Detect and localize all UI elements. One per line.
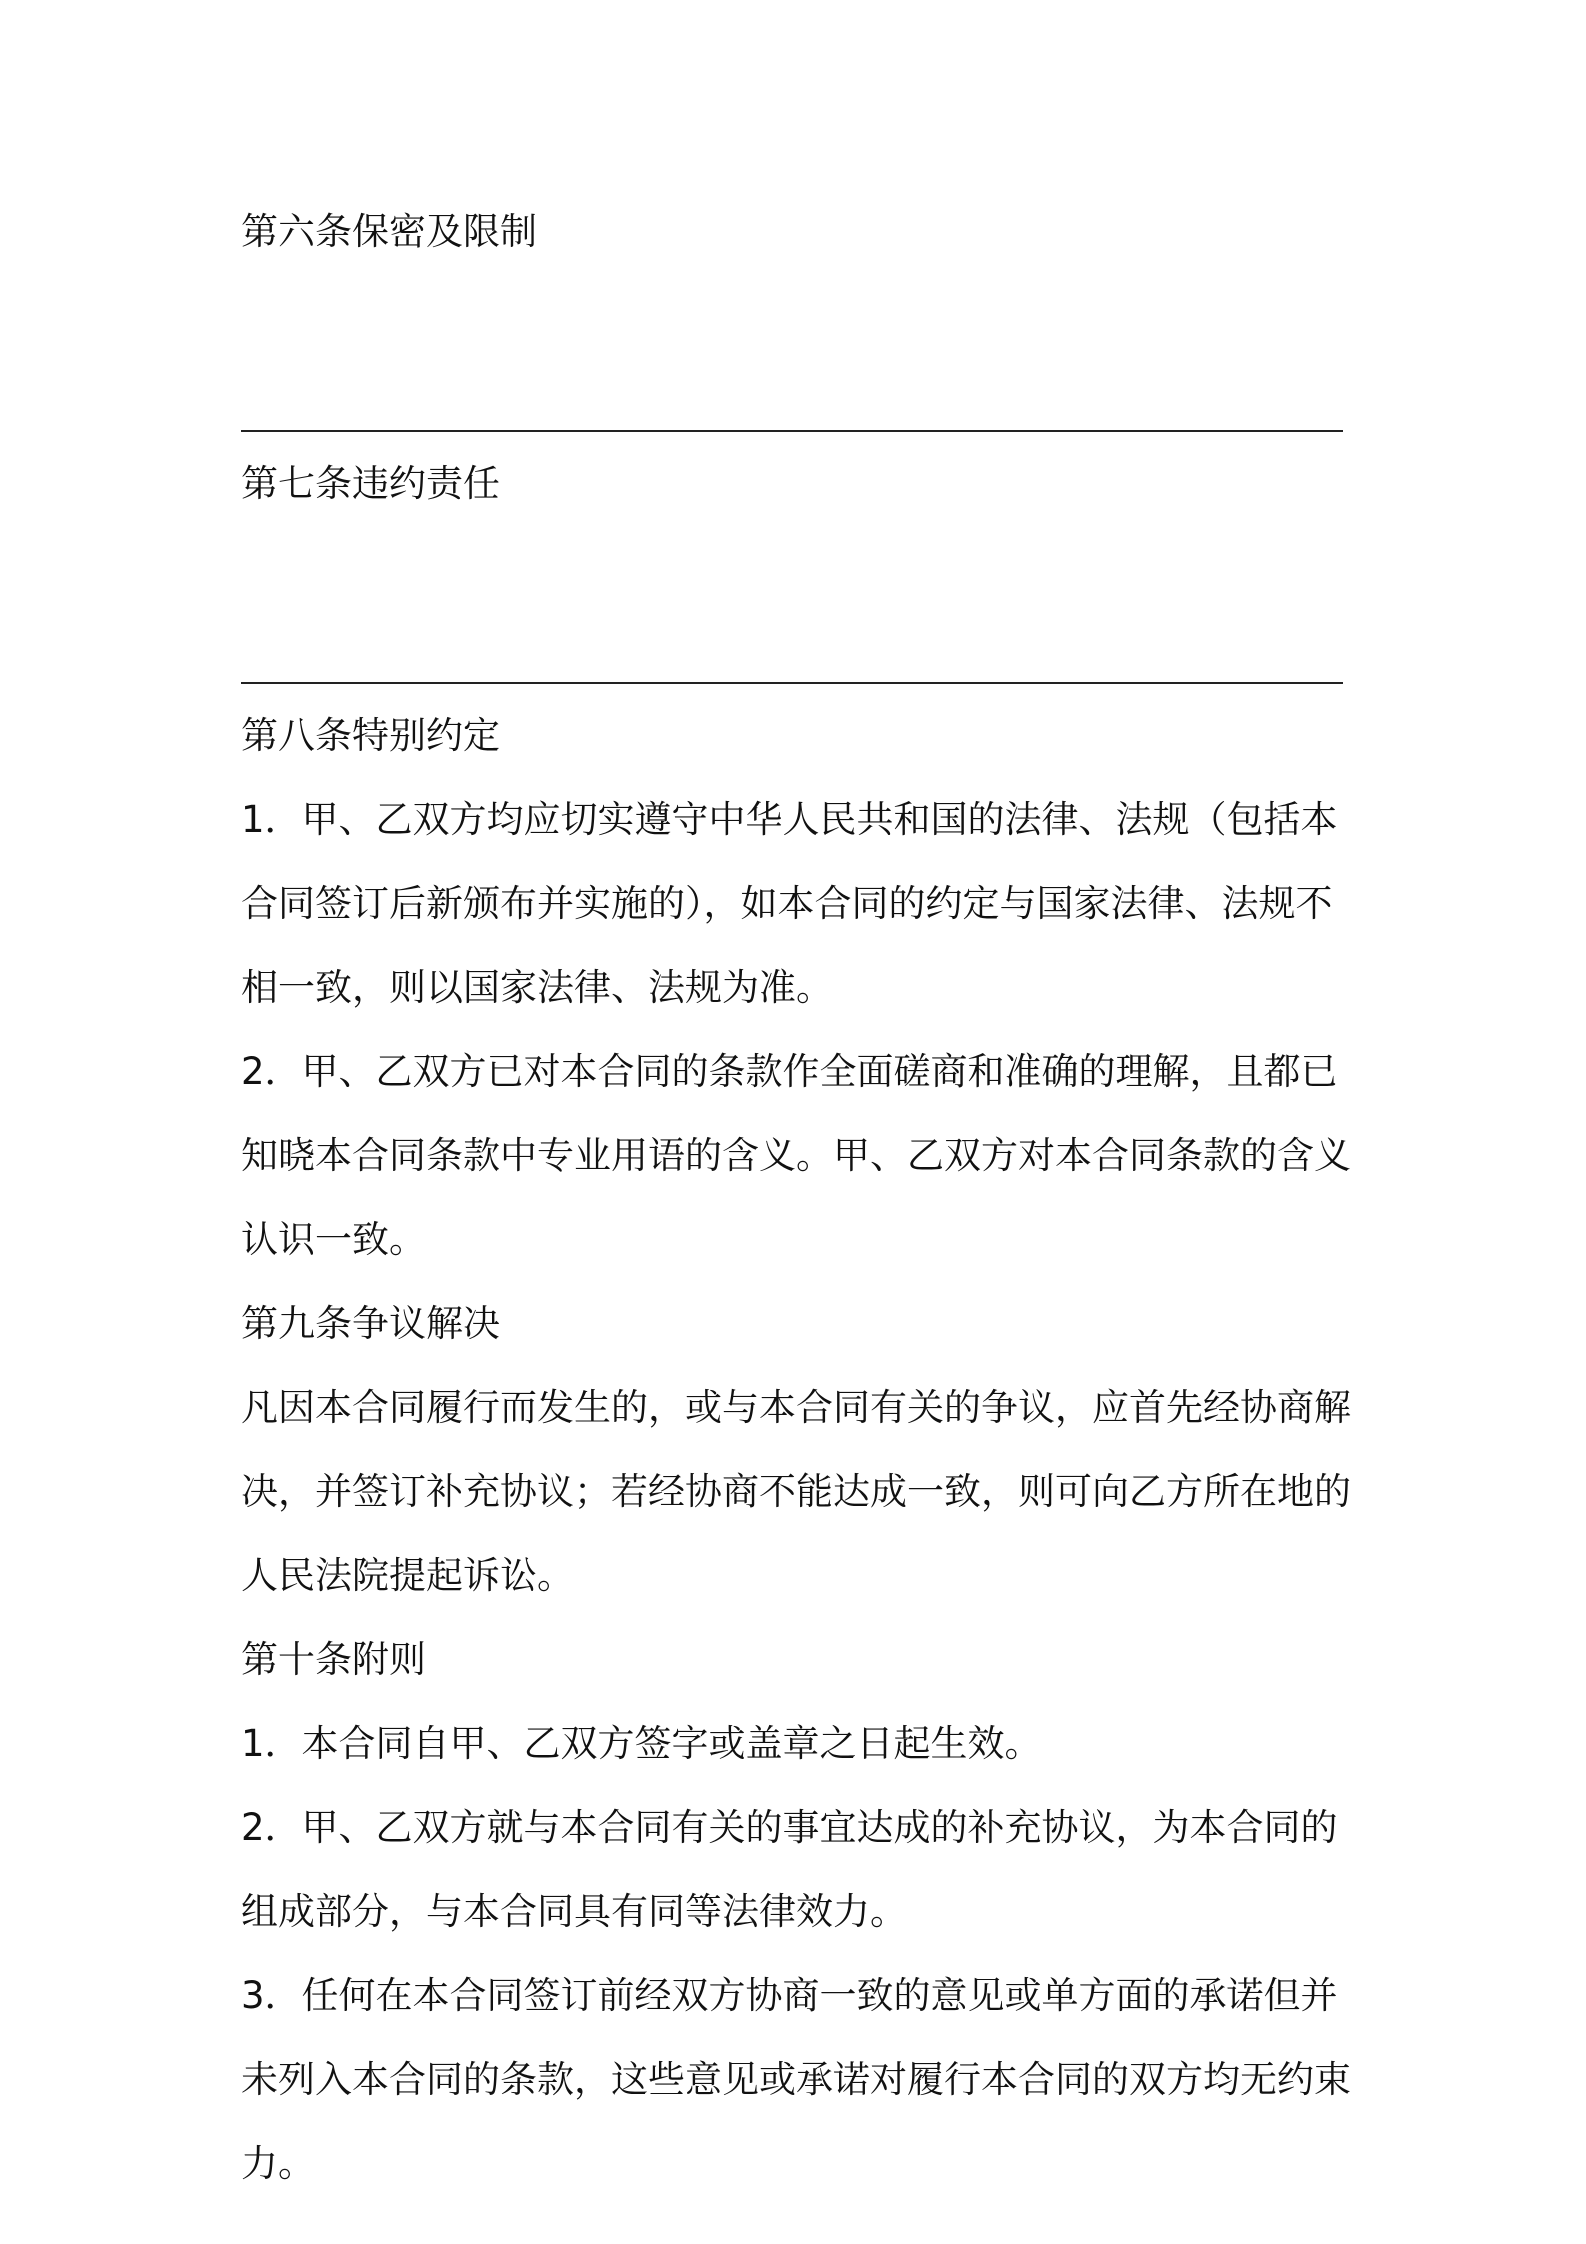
article-7-heading: 第七条违约责任	[241, 462, 500, 505]
article-9-heading: 第九条争议解决	[241, 1302, 500, 1345]
article-6-heading: 第六条保密及限制	[241, 210, 537, 253]
article-10-heading: 第十条附则	[241, 1638, 426, 1681]
paragraph-line: 1．甲、乙双方均应切实遵守中华人民共和国的法律、法规（包括本	[241, 798, 1338, 841]
paragraph-line: 合同签订后新颁布并实施的），如本合同的约定与国家法律、法规不	[241, 882, 1333, 925]
paragraph-line: 知晓本合同条款中专业用语的含义。甲、乙双方对本合同条款的含义	[241, 1134, 1351, 1177]
spacer	[241, 274, 1355, 358]
article-7-blank-line	[241, 610, 1355, 694]
paragraph-line: 未列入本合同的条款，这些意见或承诺对履行本合同的双方均无约束	[241, 2058, 1351, 2101]
underline-rule	[241, 682, 1343, 684]
paragraph-line: 凡因本合同履行而发生的，或与本合同有关的争议，应首先经协商解	[241, 1386, 1351, 1429]
spacer	[241, 526, 1355, 610]
paragraph-line: 1．本合同自甲、乙双方签字或盖章之日起生效。	[241, 1722, 1042, 1765]
document-body	[241, 190, 1355, 2206]
paragraph-line: 组成部分，与本合同具有同等法律效力。	[241, 1890, 907, 1933]
paragraph-line: 2．甲、乙双方就与本合同有关的事宜达成的补充协议，为本合同的	[241, 1806, 1338, 1849]
paragraph-line: 认识一致。	[241, 1218, 426, 1261]
paragraph-line: 相一致，则以国家法律、法规为准。	[241, 966, 833, 1009]
paragraph-line: 人民法院提起诉讼。	[241, 1554, 574, 1597]
paragraph-line: 3．任何在本合同签订前经双方协商一致的意见或单方面的承诺但并	[241, 1974, 1338, 2017]
underline-rule	[241, 430, 1343, 432]
article-8-heading: 第八条特别约定	[241, 714, 500, 757]
paragraph-line: 决，并签订补充协议；若经协商不能达成一致，则可向乙方所在地的	[241, 1470, 1351, 1513]
article-6-blank-line	[241, 358, 1355, 442]
paragraph-line: 力。	[241, 2142, 315, 2185]
paragraph-line: 2．甲、乙双方已对本合同的条款作全面磋商和准确的理解，且都已	[241, 1050, 1338, 1093]
